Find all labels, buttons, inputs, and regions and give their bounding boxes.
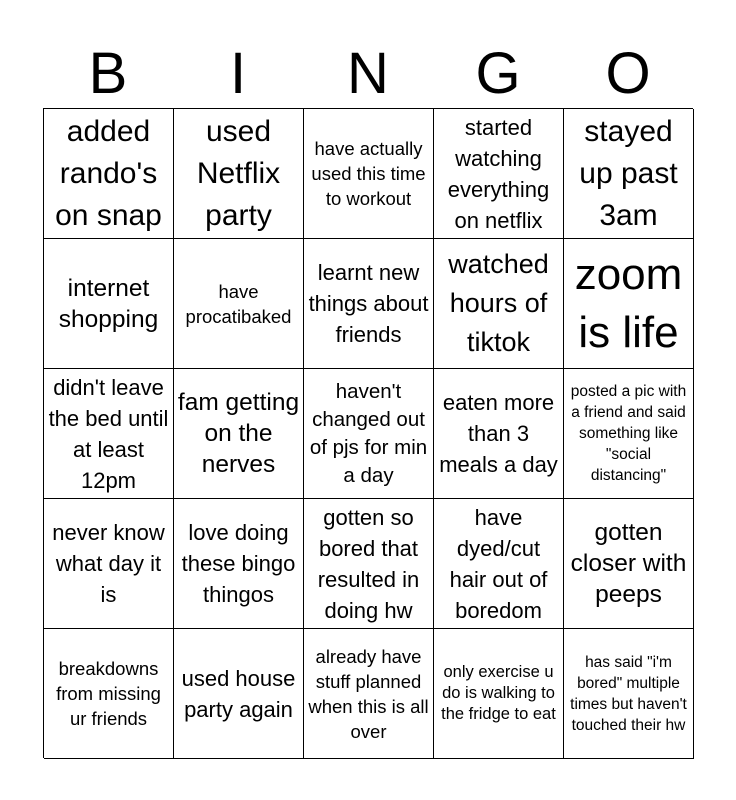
header-letter-b: B (88, 41, 128, 106)
bingo-grid (43, 108, 693, 758)
cell-text: zoom is life (574, 249, 683, 357)
cell-text: stayed up past 3am (579, 114, 678, 232)
cell-text: gotten closer with peeps (570, 519, 687, 608)
cell-text: have procatibaked (185, 280, 292, 327)
header-letter-n: N (347, 41, 389, 106)
bingo-cell-r4-c2[interactable] (174, 499, 304, 629)
bingo-cell-r1-c1[interactable] (44, 109, 174, 239)
cell-text: gotten so bored that resulted in doing hw (317, 504, 420, 623)
bingo-cell-r4-c1[interactable] (44, 499, 174, 629)
bingo-cell-r2-c4[interactable] (434, 239, 564, 369)
cell-text: posted a pic with a friend and said something like "social distancing" (570, 383, 687, 484)
cell-text: never know what day it is (52, 520, 165, 607)
cell-text: added rando's on snap (55, 114, 162, 232)
bingo-cell-r3-c2[interactable] (174, 369, 304, 499)
header-letter-o: O (605, 41, 651, 106)
cell-text: haven't changed out of pjs for min a day (309, 379, 428, 487)
bingo-cell-r1-c2[interactable] (174, 109, 304, 239)
bingo-cell-r1-c4[interactable] (434, 109, 564, 239)
bingo-cell-r3-c3[interactable] (304, 369, 434, 499)
bingo-cell-r5-c2[interactable] (174, 629, 304, 759)
cell-text: have dyed/cut hair out of boredom (449, 504, 548, 623)
cell-text: watched hours of tiktok (448, 249, 549, 357)
cell-text: internet shopping (58, 274, 159, 333)
bingo-cell-r5-c5[interactable] (564, 629, 694, 759)
bingo-cell-r2-c2[interactable] (174, 239, 304, 369)
cell-text: has said "i'm bored" multiple times but haven't touched their hw (570, 653, 687, 734)
cell-text: love doing these bingo thingos (181, 520, 296, 607)
bingo-cell-r5-c1[interactable] (44, 629, 174, 759)
cell-text: eaten more than 3 meals a day (439, 390, 558, 477)
cell-text: already have stuff planned when this is all over (308, 645, 429, 742)
bingo-cell-r1-c3[interactable] (304, 109, 434, 239)
cell-text: used house party again (181, 665, 296, 722)
cell-text: used Netflix party (196, 114, 281, 232)
cell-text: didn't leave the bed until at least 12pm (48, 374, 169, 493)
bingo-cell-r2-c1[interactable] (44, 239, 174, 369)
cell-text: learnt new things about friends (308, 260, 429, 347)
bingo-cell-r5-c4[interactable] (434, 629, 564, 759)
header-letter-i: I (229, 41, 247, 106)
cell-text: fam getting on the nerves (177, 389, 300, 478)
bingo-cell-r3-c5[interactable] (564, 369, 694, 499)
bingo-cell-r2-c3[interactable] (304, 239, 434, 369)
bingo-header (43, 40, 693, 108)
bingo-cell-r4-c3[interactable] (304, 499, 434, 629)
bingo-cell-r4-c4[interactable] (434, 499, 564, 629)
bingo-cell-r5-c3[interactable] (304, 629, 434, 759)
bingo-cell-r4-c5[interactable] (564, 499, 694, 629)
cell-text: have actually used this time to workout (311, 138, 426, 209)
cell-text: breakdowns from missing ur friends (56, 658, 161, 729)
bingo-cell-r2-c5[interactable] (564, 239, 694, 369)
bingo-cell-r1-c5[interactable] (564, 109, 694, 239)
cell-text: only exercise u do is walking to the fridge to eat (441, 663, 556, 723)
cell-text: started watching everything on netflix (447, 114, 550, 233)
bingo-cell-r3-c1[interactable] (44, 369, 174, 499)
header-letter-g: G (475, 41, 521, 106)
bingo-cell-r3-c4[interactable] (434, 369, 564, 499)
